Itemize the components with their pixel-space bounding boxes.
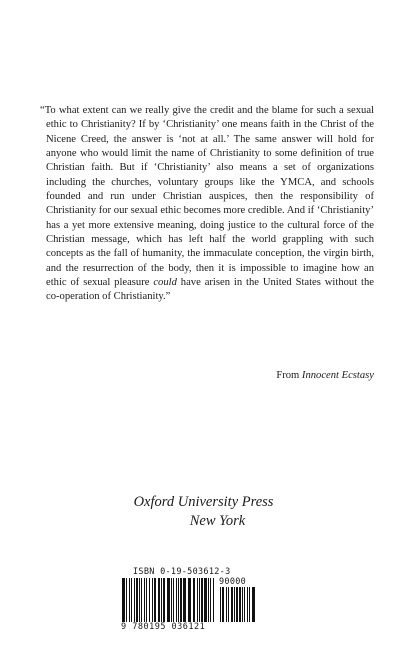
barcode-bar bbox=[252, 587, 255, 622]
barcode-bar bbox=[226, 587, 227, 622]
barcode-bar bbox=[236, 587, 238, 622]
quote-text-part-2: have arisen in the United States without the co-operation of Christianity.” bbox=[46, 277, 374, 303]
barcode-bar bbox=[126, 578, 127, 622]
barcode-bar bbox=[149, 578, 150, 622]
barcode-bar bbox=[139, 578, 140, 622]
barcode-bar bbox=[167, 578, 170, 622]
back-cover-quote bbox=[40, 104, 374, 305]
publisher-city: New York bbox=[189, 513, 246, 529]
attribution-prefix: From bbox=[276, 370, 302, 381]
barcode-bar bbox=[199, 578, 200, 622]
barcode-bar bbox=[228, 587, 229, 622]
ean-barcode-icon bbox=[121, 578, 217, 622]
barcode-bar bbox=[146, 578, 147, 622]
barcode-bar bbox=[247, 587, 248, 622]
quote-text-part-1: “To what extent can we really give the credit and the blame for such a sexual ethic to Christianity? If by ‘Christianity’ one means faith in the Christ of the Nicene Creed, the answer is ‘not at all.’ The same answer will hold for anyone who would limit the name of Christianity to some definition of true Christian faith. But if ‘Christianity’ also means a set of organizations including the churches, voluntary groups like the YMCA, and schools founded and run under Christian auspices, then the responsibility of Christianity for our sexual ethic becomes more credible. And if ‘Christianity’ has a yet more extensive meaning, doing justice to the cultural force of the Christian message, which has left half the world grappling with such concepts as the fall of humanity, the immaculate conception, the virgin birth, and the resurrection of the body, then it is impossible to imagine how an ethic of sexual pleasure bbox=[40, 105, 374, 289]
barcode-bar bbox=[136, 578, 138, 622]
barcode-bar bbox=[193, 578, 195, 622]
barcode-bar bbox=[188, 578, 191, 622]
barcode-bar bbox=[204, 578, 207, 622]
barcode-bar bbox=[213, 578, 214, 622]
barcode-bar bbox=[161, 578, 162, 622]
quote-emphasis: could bbox=[153, 277, 177, 289]
barcode-bar bbox=[134, 578, 135, 622]
barcode-bar bbox=[244, 587, 245, 622]
barcode-bar bbox=[210, 578, 211, 622]
barcode-bar bbox=[180, 578, 182, 622]
barcode-bar bbox=[173, 578, 174, 622]
isbn-barcode-block bbox=[121, 567, 263, 633]
barcode-bar bbox=[222, 587, 224, 622]
barcode-bar bbox=[176, 578, 177, 622]
quote-paragraph bbox=[40, 104, 374, 305]
barcode-bar bbox=[152, 578, 153, 622]
price-code: 90000 bbox=[219, 577, 247, 587]
barcode-bar bbox=[208, 578, 209, 622]
barcode-bar bbox=[183, 578, 186, 622]
barcode-bar bbox=[163, 578, 165, 622]
barcode-bar bbox=[178, 578, 179, 622]
barcode-bar bbox=[197, 578, 198, 622]
isbn-number: ISBN 0-19-503612-3 bbox=[133, 567, 231, 577]
attribution-book-title: Innocent Ecstasy bbox=[301, 370, 374, 381]
barcode-bar bbox=[231, 587, 233, 622]
barcode-bar bbox=[242, 587, 243, 622]
publisher-imprint bbox=[0, 493, 407, 531]
barcode-bar bbox=[239, 587, 241, 622]
barcode-bar bbox=[122, 578, 125, 622]
barcode-bar bbox=[234, 587, 235, 622]
barcode-bar bbox=[131, 578, 132, 622]
barcode-bar bbox=[144, 578, 145, 622]
publisher-name: Oxford University Press bbox=[133, 494, 274, 510]
barcode-bar bbox=[171, 578, 172, 622]
barcode-bar bbox=[220, 587, 221, 622]
quote-attribution bbox=[276, 370, 374, 381]
barcode-bar bbox=[201, 578, 203, 622]
barcode-bar bbox=[158, 578, 160, 622]
addon-barcode-icon bbox=[219, 587, 259, 622]
barcode-bar bbox=[129, 578, 130, 622]
barcode-bar bbox=[249, 587, 250, 622]
barcode-bar bbox=[154, 578, 156, 622]
ean-number: 9 780195 036121 bbox=[121, 622, 206, 632]
barcode-bar bbox=[141, 578, 142, 622]
